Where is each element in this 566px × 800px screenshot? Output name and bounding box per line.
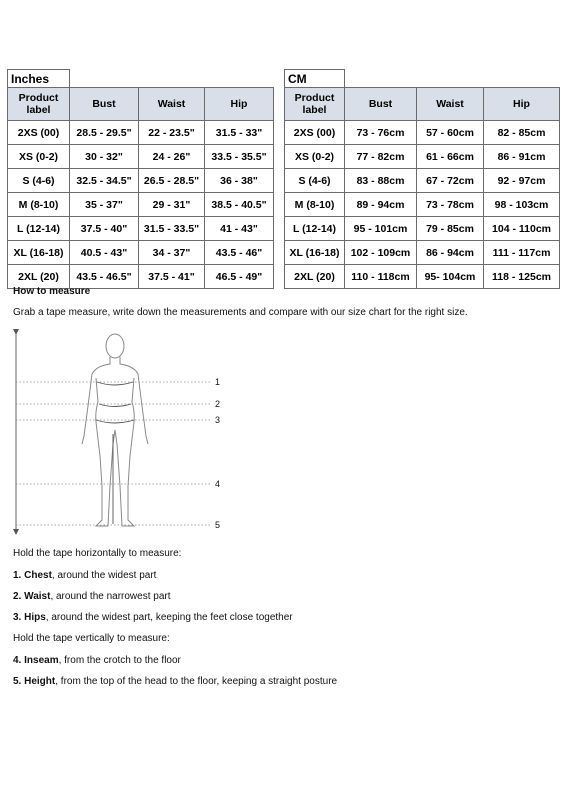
hip-cell: 33.5 - 35.5"	[205, 145, 274, 169]
size-label-cell: S (4-6)	[8, 169, 70, 193]
size-label-cell: L (12-14)	[285, 217, 345, 241]
hips-measure-arc	[96, 420, 134, 423]
waist-cell: 86 - 94cm	[417, 241, 484, 265]
inches-header-row	[8, 88, 274, 121]
size-label-cell: 2XS (00)	[285, 121, 345, 145]
waist-cell: 67 - 72cm	[417, 169, 484, 193]
table-row	[8, 145, 274, 169]
table-row	[285, 217, 560, 241]
marker-5: 5	[215, 520, 221, 530]
size-label-cell: 2XS (00)	[8, 121, 70, 145]
hip-cell: 82 - 85cm	[484, 121, 560, 145]
table-row	[285, 121, 560, 145]
inches-size-table	[7, 69, 274, 289]
instruction-chest: 1. Chest, around the widest part	[13, 570, 157, 581]
header-hip: Hip	[205, 88, 274, 121]
marker-2: 2	[215, 399, 221, 409]
marker-3: 3	[215, 415, 221, 425]
how-to-measure-heading: How to measure	[13, 286, 91, 297]
hip-cell: 98 - 103cm	[484, 193, 560, 217]
table-row	[8, 241, 274, 265]
marker-4: 4	[215, 479, 221, 489]
hip-cell: 38.5 - 40.5"	[205, 193, 274, 217]
hip-cell: 43.5 - 46"	[205, 241, 274, 265]
size-label-cell: 2XL (20)	[285, 265, 345, 289]
inches-table-title: Inches	[8, 70, 70, 88]
waist-cell: 79 - 85cm	[417, 217, 484, 241]
table-row	[8, 217, 274, 241]
table-row	[285, 169, 560, 193]
header-hip: Hip	[484, 88, 560, 121]
size-label-cell: 2XL (20)	[8, 265, 70, 289]
waist-cell: 61 - 66cm	[417, 145, 484, 169]
bust-cell: 32.5 - 34.5"	[70, 169, 139, 193]
bust-cell: 73 - 76cm	[345, 121, 417, 145]
bust-cell: 95 - 101cm	[345, 217, 417, 241]
table-row	[8, 121, 274, 145]
table-row	[285, 265, 560, 289]
marker-1: 1	[215, 377, 221, 387]
bust-cell: 83 - 88cm	[345, 169, 417, 193]
hip-cell: 41 - 43"	[205, 217, 274, 241]
bust-cell: 30 - 32"	[70, 145, 139, 169]
hip-cell: 111 - 117cm	[484, 241, 560, 265]
table-row	[285, 193, 560, 217]
body-measurement-diagram	[10, 326, 240, 538]
vertical-instructions: Hold the tape vertically to measure:	[13, 633, 170, 644]
table-row	[8, 265, 274, 289]
waist-cell: 73 - 78cm	[417, 193, 484, 217]
instruction-height: 5. Height, from the top of the head to the floor, keeping a straight posture	[13, 676, 338, 687]
waist-cell: 26.5 - 28.5"	[139, 169, 205, 193]
header-bust: Bust	[70, 88, 139, 121]
hip-cell: 31.5 - 33"	[205, 121, 274, 145]
header-waist: Waist	[417, 88, 484, 121]
measure-intro-text: Grab a tape measure, write down the measurements and compare with our size chart for the right size.	[13, 307, 468, 318]
hip-cell: 92 - 97cm	[484, 169, 560, 193]
body-figure	[82, 334, 148, 526]
hip-cell: 104 - 110cm	[484, 217, 560, 241]
waist-cell: 57 - 60cm	[417, 121, 484, 145]
size-label-cell: S (4-6)	[285, 169, 345, 193]
header-bust: Bust	[345, 88, 417, 121]
size-label-cell: M (8-10)	[8, 193, 70, 217]
size-label-cell: L (12-14)	[8, 217, 70, 241]
header-product-label: Product label	[285, 88, 345, 121]
cm-table-title: CM	[285, 70, 345, 88]
header-product-label: Product label	[8, 88, 70, 121]
waist-cell: 37.5 - 41"	[139, 265, 205, 289]
hip-cell: 36 - 38"	[205, 169, 274, 193]
table-row	[8, 193, 274, 217]
size-label-cell: XL (16-18)	[8, 241, 70, 265]
waist-cell: 95- 104cm	[417, 265, 484, 289]
cm-size-table	[284, 69, 560, 289]
table-row	[285, 145, 560, 169]
cm-header-row	[285, 88, 560, 121]
bust-cell: 37.5 - 40"	[70, 217, 139, 241]
bust-cell: 102 - 109cm	[345, 241, 417, 265]
bust-cell: 43.5 - 46.5"	[70, 265, 139, 289]
waist-cell: 24 - 26"	[139, 145, 205, 169]
bust-cell: 40.5 - 43"	[70, 241, 139, 265]
size-label-cell: XS (0-2)	[285, 145, 345, 169]
size-label-cell: XL (16-18)	[285, 241, 345, 265]
instruction-waist: 2. Waist, around the narrowest part	[13, 591, 171, 602]
bust-cell: 110 - 118cm	[345, 265, 417, 289]
bust-cell: 35 - 37"	[70, 193, 139, 217]
table-row	[285, 241, 560, 265]
horizontal-instructions: Hold the tape horizontally to measure:	[13, 548, 182, 559]
waist-cell: 29 - 31"	[139, 193, 205, 217]
hip-cell: 46.5 - 49"	[205, 265, 274, 289]
instruction-inseam: 4. Inseam, from the crotch to the floor	[13, 655, 181, 666]
instruction-hips: 3. Hips, around the widest part, keeping the feet close together	[13, 612, 293, 623]
bust-cell: 28.5 - 29.5"	[70, 121, 139, 145]
size-label-cell: M (8-10)	[285, 193, 345, 217]
header-waist: Waist	[139, 88, 205, 121]
chest-measure-arc	[97, 382, 133, 385]
waist-cell: 34 - 37"	[139, 241, 205, 265]
hip-cell: 118 - 125cm	[484, 265, 560, 289]
hip-cell: 86 - 91cm	[484, 145, 560, 169]
waist-cell: 31.5 - 33.5"	[139, 217, 205, 241]
bust-cell: 89 - 94cm	[345, 193, 417, 217]
size-label-cell: XS (0-2)	[8, 145, 70, 169]
waist-cell: 22 - 23.5"	[139, 121, 205, 145]
table-row	[8, 169, 274, 193]
bust-cell: 77 - 82cm	[345, 145, 417, 169]
